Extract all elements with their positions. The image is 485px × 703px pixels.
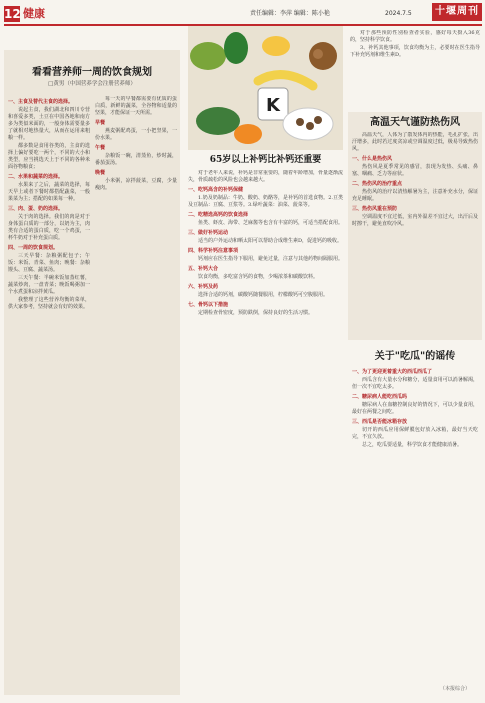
paragraph: 三天早餐：杂粮粥配包子；午饭：米饭、青菜、鱼肉；晚餐：杂粮馒头、豆腐、蔬菜汤。 xyxy=(8,253,90,273)
subheading: 早餐 xyxy=(95,120,106,126)
section-name: 健康 xyxy=(23,7,45,20)
subheading: 午餐 xyxy=(95,145,106,151)
paragraph: 我整理了这些营养均衡的菜单，供大家参考，坚持就会有好的效果。 xyxy=(8,297,90,310)
subheading: 三、西瓜是否能冰箱存放 xyxy=(352,419,408,425)
svg-text:K: K xyxy=(266,95,280,116)
right-article-2-title: 关于"吃瓜"的谣传 xyxy=(374,351,456,362)
paragraph: 热伤风的治疗以清热解暑为主，注意补充水分，保证充足睡眠。 xyxy=(352,189,478,202)
page-number: 12 xyxy=(4,7,21,21)
left-article-column-1 xyxy=(8,96,90,686)
paragraph: 高温天气，人体为了散发体内的热能，毛孔扩张，出汗增多，此时若过度贪凉或空调温度过低，极易导致热伤风。 xyxy=(352,132,478,152)
subheading: 五、补钙大合 xyxy=(188,266,219,272)
source-note: （本报综合） xyxy=(440,686,471,692)
paragraph: 热伤风是夏季常见的感冒，表现为发热、头痛、鼻塞、咽痛、乏力等症状。 xyxy=(352,164,478,177)
paragraph: 适当的户外运动和晒太阳可以帮助合成维生素D，促进钙的吸收。 xyxy=(198,238,343,244)
editor-line: 责任编辑：李萍 编辑：陈小艳 xyxy=(250,10,330,17)
left-article-author: □黄男（中国营养学会注册营养师） xyxy=(48,81,136,87)
subheading: 一、为了更迎更着重大的西瓜西瓜了 xyxy=(352,369,433,375)
paragraph: 水果来了之后，蔬菜的选择，每天早上或者下餐时都搭配蔬菜，一般果菜为主；搭配的如果每一种。 xyxy=(8,182,90,202)
right-article-2-column xyxy=(352,366,478,680)
subheading: 一、吃钙高含的补钙保健 xyxy=(188,187,244,193)
subheading: 七、骨钙以下措施 xyxy=(188,302,229,308)
paragraph: 钙剂应在医生指导下服用，避免过量，注意与其他药物间隔服用。 xyxy=(198,256,343,262)
paragraph: 对于那些预防性别检查者实验，感好每天摄入36克的，坚持科学饮食。 xyxy=(350,30,480,43)
subheading: 三、肉、蛋、奶的选择。 xyxy=(8,206,64,212)
right-article-1-column xyxy=(352,132,478,337)
subheading: 晚餐 xyxy=(95,170,106,176)
paragraph: 对于老年人来说，补钙是非常重要的，随着年龄增加，骨量逐渐流失，骨质疏松的风险也会越来越大。 xyxy=(188,170,343,183)
paragraph: 3、补钙其他事项，饮食均衡为主，必要时在医生指导下补充钙剂和维生素D。 xyxy=(350,45,480,58)
paragraph: 三天午餐：半碗米饭加蒸红薯，蔬菜炒肉，一盘青菜；晚饭喝粥加一个水煮蛋和凉拌黄瓜。 xyxy=(8,275,90,295)
left-article-title: 看看营养师一周的饮食规划 xyxy=(32,67,152,78)
subheading: 四、一周的饮食规划。 xyxy=(8,245,59,251)
paragraph: 小米粥，凉拌菠菜，豆腐，少量瘦肉。 xyxy=(95,178,177,191)
paragraph: 总之，吃瓜要适量，科学饮食才能健康消暑。 xyxy=(362,442,463,448)
page-header xyxy=(0,0,485,26)
right-top-text xyxy=(350,30,480,110)
subheading: 一、什么是热伤风 xyxy=(352,156,393,162)
paragraph: 燕麦粥配鸡蛋，一小把坚果，一份水果。 xyxy=(95,128,177,141)
paragraph: 定期检查骨密度，预防跌倒，保持良好的生活习惯。 xyxy=(198,310,314,316)
middle-article-title: 65岁以上补钙比补钙还重要 xyxy=(209,155,322,165)
issue-date: 2024.7.5 xyxy=(385,10,412,17)
subheading: 四、科学补钙注意事项 xyxy=(188,248,239,254)
brand-logo: 十堰周刊 xyxy=(432,3,482,21)
food-illustration xyxy=(188,26,343,150)
paragraph: 1.奶及奶制品：牛奶、酸奶、奶酪等，是补钙的首选食物。2.豆类及豆制品：豆腐、豆浆等。3.绿叶蔬菜：油菜、菠菜等。 xyxy=(188,195,343,208)
paragraph: 每一天的早餐都需要有优质的蛋白质，新鲜的蔬菜，全谷物和适量的坚果，才能保证一天所需。 xyxy=(95,96,177,116)
paragraph: 饮食均衡，多吃富含钙的食物，少喝浓茶和碳酸饮料。 xyxy=(198,274,319,280)
paragraph: 糖尿病人在血糖控制良好的情况下，可以少量食用，最好在两餐之间吃。 xyxy=(352,402,478,415)
subheading: 二、热伤风的治疗重点 xyxy=(352,181,403,187)
subheading: 三、热伤风重在预防 xyxy=(352,206,398,212)
subheading: 一、主食及替代主食的选择。 xyxy=(8,99,74,105)
paragraph: 切开的西瓜应用保鲜膜包好放入冰箱，最好当天吃完，不宜久放。 xyxy=(352,427,478,440)
paragraph: 鱼类、虾皮、海带、芝麻酱等也含有丰富的钙，可适当搭配食用。 xyxy=(198,220,343,226)
subheading: 二、糖尿病人能吃西瓜吗 xyxy=(352,394,408,400)
food-photo xyxy=(188,26,343,150)
paragraph: 关于肉的选择。我们的肉是对于身体蛋白质的一部分，以奶为主，肉类有合适的蛋白质，吃一个鸡蛋，一杯牛奶对于补充蛋白质。 xyxy=(8,214,90,241)
paragraph: 西瓜含有大量水分和糖分，适量食用可以消暑解渴，但一次不宜吃太多。 xyxy=(352,377,478,390)
paragraph: 说起主食，我们湖北和四川专营和喜爱多类，土豆在中国各地和南方多为类似米面的，一般身体需要量多了就相对地热量大，从而在运用来粗粮一样。 xyxy=(8,107,90,141)
paragraph: 选择合适的钙剂，碳酸钙随餐服用，柠檬酸钙可空腹服用。 xyxy=(198,292,329,298)
paragraph: 杂粮饭一碗，清蒸鱼，炒时蔬，番茄蛋汤。 xyxy=(95,153,177,166)
subheading: 二、吃精选高钙的饮食选择 xyxy=(188,212,249,218)
subheading: 六、补钙及药 xyxy=(188,284,219,290)
subheading: 二、水果和蔬菜的选择。 xyxy=(8,174,64,180)
middle-article-column xyxy=(188,170,343,695)
paragraph: 空调温度不宜过低，室内外温差不宜过大，出汗后及时擦干，避免直吹冷风。 xyxy=(352,214,478,227)
right-article-1-title: 高温天气谨防热伤风 xyxy=(370,117,460,128)
paragraph: 都多数是食用谷类的，主食的选择上偏好要吃一两个，不同的大小和类型，应当挑选天上于不同的各种米面谷物粮食； xyxy=(8,143,90,170)
left-article-column-2 xyxy=(95,96,177,686)
subheading: 三、做好补钙运动 xyxy=(188,230,229,236)
